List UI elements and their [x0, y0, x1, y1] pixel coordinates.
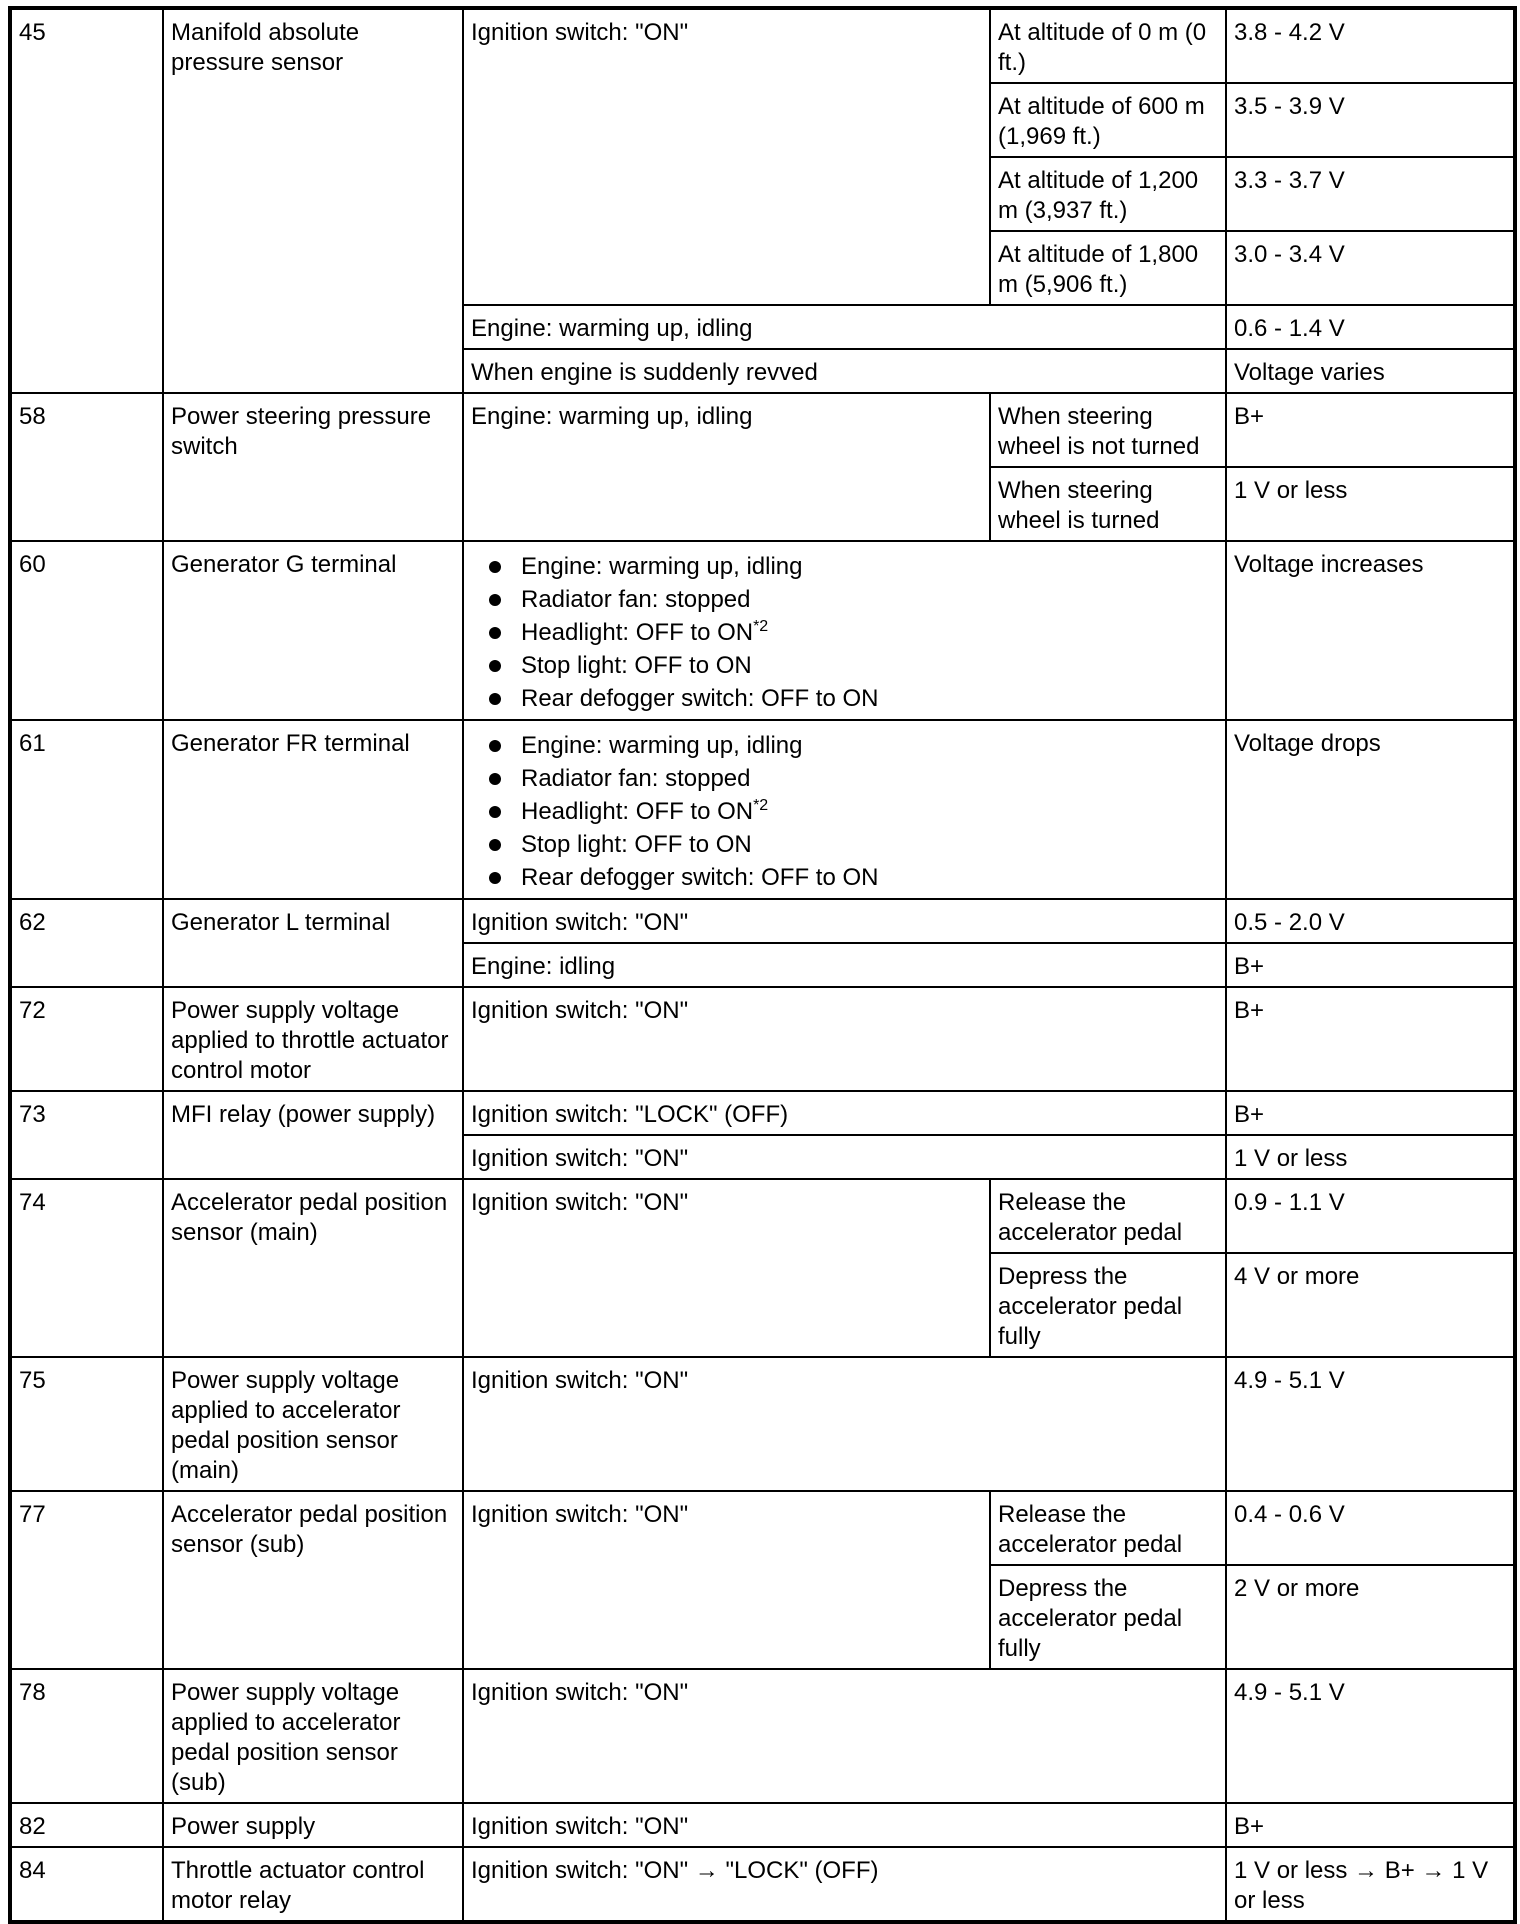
check-item: Power supply voltage applied to accelerator pedal position sensor (main): [163, 1357, 463, 1491]
normal-value: 0.4 - 0.6 V: [1226, 1491, 1515, 1565]
normal-value: 4.9 - 5.1 V: [1226, 1357, 1515, 1491]
table-row: [10, 1091, 1515, 1135]
list-item: Stop light: OFF to ON: [485, 828, 1218, 861]
normal-value: B+: [1226, 987, 1515, 1091]
table-row: [10, 899, 1515, 943]
sub-condition: Release the accelerator pedal: [990, 1179, 1226, 1253]
check-item: Throttle actuator control motor relay: [163, 1847, 463, 1922]
terminal-number: 77: [10, 1491, 163, 1669]
normal-value: 0.9 - 1.1 V: [1226, 1179, 1515, 1253]
terminal-number: 62: [10, 899, 163, 987]
normal-value: Voltage increases: [1226, 541, 1515, 720]
terminal-number: 60: [10, 541, 163, 720]
check-item: Power supply voltage applied to throttle actuator control motor: [163, 987, 463, 1091]
check-item: Generator G terminal: [163, 541, 463, 720]
table-row: [10, 987, 1515, 1091]
list-item: Radiator fan: stopped: [485, 762, 1218, 795]
sub-condition: At altitude of 1,800 m (5,906 ft.): [990, 231, 1226, 305]
table-row: [10, 1847, 1515, 1922]
terminal-number: 82: [10, 1803, 163, 1847]
normal-value: B+: [1226, 943, 1515, 987]
table-row: [10, 1803, 1515, 1847]
terminal-number: 78: [10, 1669, 163, 1803]
normal-value: 3.5 - 3.9 V: [1226, 83, 1515, 157]
terminal-voltage-table: [8, 6, 1517, 1924]
list-item: Engine: warming up, idling: [485, 550, 1218, 583]
check-item: Generator L terminal: [163, 899, 463, 987]
condition-list: [471, 550, 1218, 715]
table-row: [10, 393, 1515, 467]
check-condition: [463, 541, 1226, 720]
normal-value: 1 V or less → B+ → 1 V or less: [1226, 1847, 1515, 1922]
check-condition: Ignition switch: "ON": [463, 899, 1226, 943]
normal-value: 4.9 - 5.1 V: [1226, 1669, 1515, 1803]
normal-value: 3.8 - 4.2 V: [1226, 8, 1515, 83]
normal-value: B+: [1226, 1803, 1515, 1847]
check-condition: Engine: warming up, idling: [463, 393, 990, 541]
normal-value: 4 V or more: [1226, 1253, 1515, 1357]
list-item: Radiator fan: stopped: [485, 583, 1218, 616]
check-item: MFI relay (power supply): [163, 1091, 463, 1179]
list-item: Rear defogger switch: OFF to ON: [485, 861, 1218, 894]
sub-condition: Depress the accelerator pedal fully: [990, 1565, 1226, 1669]
normal-value: 1 V or less: [1226, 467, 1515, 541]
normal-value: 0.5 - 2.0 V: [1226, 899, 1515, 943]
terminal-number: 73: [10, 1091, 163, 1179]
table-row: [10, 1669, 1515, 1803]
check-condition: Ignition switch: "ON": [463, 1135, 1226, 1179]
sub-condition: When steering wheel is turned: [990, 467, 1226, 541]
check-item: Power supply: [163, 1803, 463, 1847]
table-row: [10, 541, 1515, 720]
table-row: [10, 1179, 1515, 1253]
check-condition: Ignition switch: "ON": [463, 8, 990, 305]
check-condition: Ignition switch: "LOCK" (OFF): [463, 1091, 1226, 1135]
table-row: [10, 1491, 1515, 1565]
check-condition: When engine is suddenly revved: [463, 349, 1226, 393]
check-item: Accelerator pedal position sensor (main): [163, 1179, 463, 1357]
check-condition: Ignition switch: "ON": [463, 1669, 1226, 1803]
terminal-number: 84: [10, 1847, 163, 1922]
table-row: [10, 1357, 1515, 1491]
normal-value: B+: [1226, 1091, 1515, 1135]
list-item-text: Headlight: OFF to ON: [521, 619, 754, 646]
footnote-mark: *2: [753, 618, 769, 635]
list-item: [485, 616, 1218, 649]
check-item: Power steering pressure switch: [163, 393, 463, 541]
check-item: Generator FR terminal: [163, 720, 463, 899]
list-item: Engine: warming up, idling: [485, 729, 1218, 762]
normal-value: Voltage drops: [1226, 720, 1515, 899]
check-condition: Ignition switch: "ON": [463, 1179, 990, 1357]
terminal-number: 45: [10, 8, 163, 393]
check-condition: [463, 720, 1226, 899]
check-condition: Ignition switch: "ON": [463, 1491, 990, 1669]
spec-page: [8, 6, 1513, 1924]
normal-value: 3.3 - 3.7 V: [1226, 157, 1515, 231]
normal-value: 0.6 - 1.4 V: [1226, 305, 1515, 349]
terminal-number: 58: [10, 393, 163, 541]
check-item: Manifold absolute pressure sensor: [163, 8, 463, 393]
sub-condition: Depress the accelerator pedal fully: [990, 1253, 1226, 1357]
check-condition: Ignition switch: "ON": [463, 1803, 1226, 1847]
check-item: Power supply voltage applied to accelerator pedal position sensor (sub): [163, 1669, 463, 1803]
normal-value: B+: [1226, 393, 1515, 467]
terminal-number: 75: [10, 1357, 163, 1491]
terminal-number: 74: [10, 1179, 163, 1357]
sub-condition: At altitude of 600 m (1,969 ft.): [990, 83, 1226, 157]
normal-value: 3.0 - 3.4 V: [1226, 231, 1515, 305]
terminal-number: 72: [10, 987, 163, 1091]
check-condition: Ignition switch: "ON": [463, 1357, 1226, 1491]
normal-value: 1 V or less: [1226, 1135, 1515, 1179]
check-condition: Ignition switch: "ON" → "LOCK" (OFF): [463, 1847, 1226, 1922]
list-item: Stop light: OFF to ON: [485, 649, 1218, 682]
check-condition: Engine: idling: [463, 943, 1226, 987]
condition-list: [471, 729, 1218, 894]
table-row: [10, 720, 1515, 899]
table-row: [10, 8, 1515, 83]
sub-condition: Release the accelerator pedal: [990, 1491, 1226, 1565]
list-item: Rear defogger switch: OFF to ON: [485, 682, 1218, 715]
footnote-mark: *2: [753, 797, 769, 814]
normal-value: 2 V or more: [1226, 1565, 1515, 1669]
normal-value: Voltage varies: [1226, 349, 1515, 393]
list-item: [485, 795, 1218, 828]
terminal-number: 61: [10, 720, 163, 899]
check-condition: Engine: warming up, idling: [463, 305, 1226, 349]
sub-condition: At altitude of 0 m (0 ft.): [990, 8, 1226, 83]
check-item: Accelerator pedal position sensor (sub): [163, 1491, 463, 1669]
list-item-text: Headlight: OFF to ON: [521, 798, 754, 825]
sub-condition: At altitude of 1,200 m (3,937 ft.): [990, 157, 1226, 231]
check-condition: Ignition switch: "ON": [463, 987, 1226, 1091]
sub-condition: When steering wheel is not turned: [990, 393, 1226, 467]
